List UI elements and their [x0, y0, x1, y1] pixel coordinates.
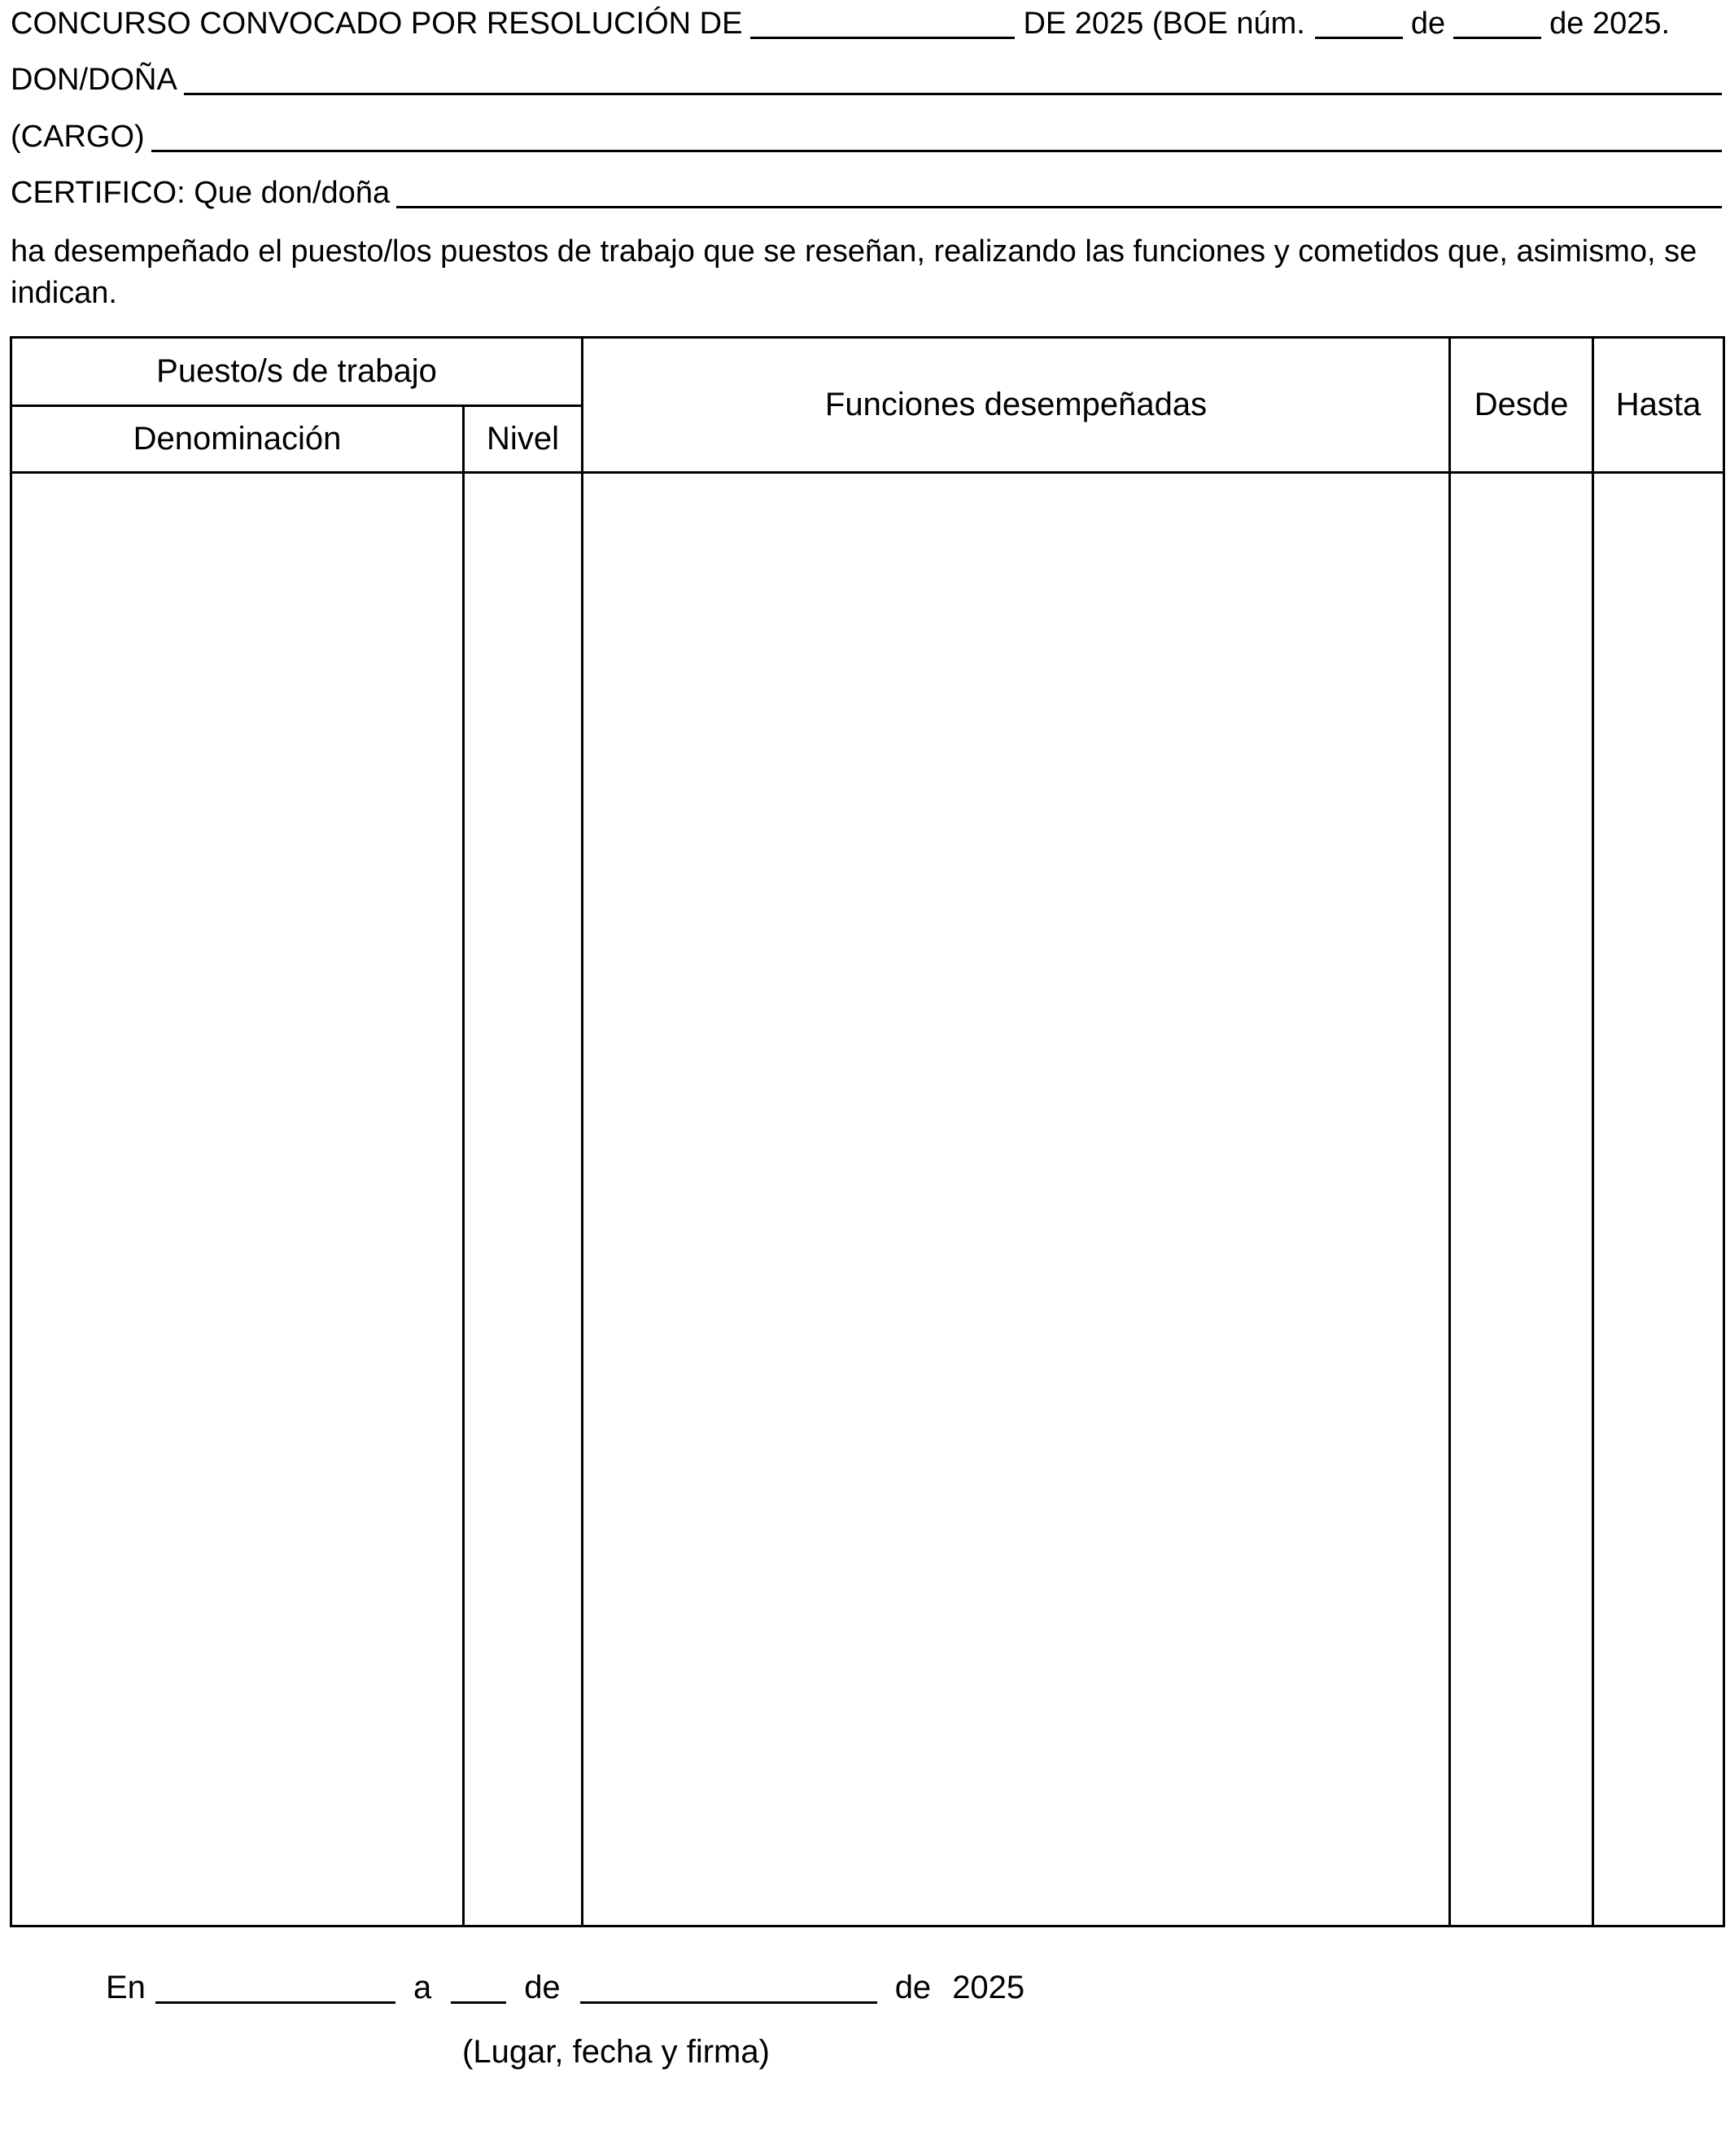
funciones-cell[interactable] — [583, 473, 1450, 1926]
convocatoria-year-text: DE 2025 (BOE núm. — [1023, 7, 1305, 41]
footer-year: 2025 — [952, 1970, 1025, 2005]
day-field[interactable] — [451, 1970, 506, 2004]
footer-en: En — [106, 1970, 146, 2005]
cargo-label: (CARGO) — [11, 120, 145, 154]
statement-paragraph: ha desempeñado el puesto/los puestos de trabajo que se reseñan, realizando las funciones y cometidos que, asimismo, se indican. — [11, 234, 1697, 310]
header-funciones: Funciones desempeñadas — [583, 338, 1450, 473]
table-row — [11, 473, 1724, 1926]
boe-date-field[interactable] — [1453, 7, 1541, 39]
certifico-line — [11, 174, 1722, 212]
cargo-line — [11, 118, 1722, 155]
convocatoria-end-text: de 2025. — [1549, 7, 1671, 41]
denominacion-cell[interactable] — [11, 473, 464, 1926]
group-header-puestos: Puesto/s de trabajo — [11, 338, 583, 406]
hasta-cell[interactable] — [1593, 473, 1724, 1926]
boe-number-field[interactable] — [1315, 7, 1403, 39]
convocatoria-line — [11, 5, 1722, 42]
header-hasta: Hasta — [1593, 338, 1724, 473]
desde-cell[interactable] — [1450, 473, 1593, 1926]
footer-de2: de — [894, 1970, 932, 2005]
month-field[interactable] — [580, 1970, 877, 2004]
place-field[interactable] — [155, 1970, 395, 2004]
convocatoria-de-text: de — [1410, 7, 1446, 41]
certified-person-field[interactable] — [396, 177, 1722, 208]
don-line — [11, 61, 1722, 98]
footer-de1: de — [524, 1970, 561, 2005]
signature-caption: (Lugar, fecha y firma) — [462, 2034, 770, 2070]
cargo-field[interactable] — [151, 120, 1722, 152]
footer-a: a — [413, 1970, 432, 2005]
convocatoria-prefix: CONCURSO CONVOCADO POR RESOLUCIÓN DE — [11, 7, 743, 41]
signature-line — [106, 1968, 1024, 2007]
don-label: DON/DOÑA — [11, 63, 177, 97]
resolucion-date-field[interactable] — [750, 7, 1015, 39]
header-denominacion: Denominación — [11, 406, 464, 473]
certifico-label: CERTIFICO: Que don/doña — [11, 176, 391, 210]
nivel-cell[interactable] — [464, 473, 583, 1926]
don-name-field[interactable] — [184, 63, 1722, 95]
header-desde: Desde — [1450, 338, 1593, 473]
positions-table — [10, 336, 1725, 1927]
header-nivel: Nivel — [464, 406, 583, 473]
